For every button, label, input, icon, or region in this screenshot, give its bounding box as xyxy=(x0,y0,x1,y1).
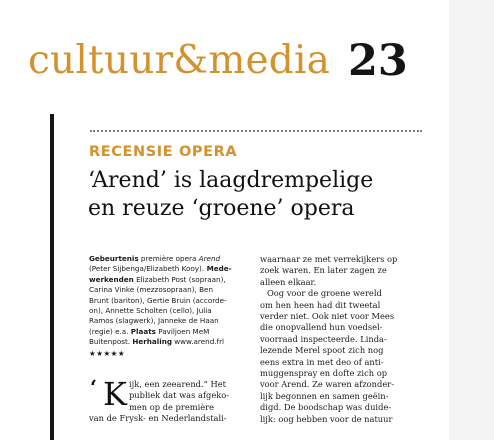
article-headline xyxy=(88,167,438,223)
info-text: on), Annette Scholten (cello), Julia xyxy=(89,306,212,316)
headline-line-1: ‘Arend’ is laagdrempelige xyxy=(88,168,374,193)
body-line: verder niet. Ook niet voor Mees xyxy=(260,311,395,322)
body-line: digd. De boodschap was duide- xyxy=(260,402,392,413)
info-label-werkenden: werkenden xyxy=(89,274,134,284)
body-line: Oog voor de groene wereld xyxy=(267,288,382,299)
section-title xyxy=(28,38,330,84)
vertical-rule xyxy=(50,114,54,440)
body-line: om hen heen had dit tweetal xyxy=(260,299,381,310)
body-line: publiek dat was afgeko- xyxy=(129,390,230,401)
star-rating: ★★★★★ xyxy=(89,348,126,358)
body-line: van de Frysk- en Nederlandstali- xyxy=(89,413,227,424)
info-label-gebeurtenis: Gebeurtenis xyxy=(89,254,139,263)
right-column xyxy=(260,254,432,425)
opening-paragraph xyxy=(89,375,249,424)
body-line: die onopvallend hun voedsel- xyxy=(260,322,383,333)
info-text: (Peter Sijbenga/Elizabeth Kooy). xyxy=(89,264,205,274)
drop-cap: K xyxy=(103,375,127,414)
body-line: ijk, een zeearend.” Het xyxy=(129,379,226,390)
body-line: lijk begonnen en samen geëin- xyxy=(260,390,389,401)
body-line: voor Arend. Ze waren afzonder- xyxy=(260,379,395,390)
headline-line-2: en reuze ‘groene’ opera xyxy=(88,196,355,221)
info-text: Brunt (bariton), Gertie Bruin (accorde- xyxy=(89,295,227,305)
dotted-divider xyxy=(90,130,422,132)
body-line: men op de première xyxy=(129,401,215,412)
section-word-cultuur: cultuur xyxy=(28,38,174,83)
info-text: Elizabeth Post (sopraan), xyxy=(133,274,226,284)
info-text: Carina Vinke (mezzosopraan), Ben xyxy=(89,285,214,295)
body-line: alleen elkaar. xyxy=(260,276,317,287)
info-opera-title: Arend xyxy=(198,254,221,263)
info-text: www.arend.frl xyxy=(171,337,225,347)
info-text: première opera xyxy=(138,254,199,263)
info-text: (regie) e.a. xyxy=(89,326,131,336)
article-kicker: RECENSIE OPERA xyxy=(89,144,238,160)
side-panel xyxy=(449,0,494,440)
body-line: lezende Merel spoot zich nog xyxy=(260,345,384,356)
body-line: eens extra in met deo of anti- xyxy=(260,356,384,367)
page-number: 23 xyxy=(348,36,408,86)
info-box xyxy=(89,254,249,359)
body-line: voorraad inspecteerde. Linda- xyxy=(260,333,387,344)
section-word-media: media xyxy=(208,38,331,83)
info-text: Ramos (slagwerk), Janneke de Haan xyxy=(89,316,219,326)
left-column xyxy=(89,254,249,424)
body-line: muggenspray en dofte zich op xyxy=(260,368,388,379)
info-text: Buitenpost. xyxy=(89,337,133,347)
info-label-mede: Mede- xyxy=(204,264,232,274)
section-ampersand: & xyxy=(173,38,209,83)
info-text: Paviljoen MeM xyxy=(155,326,210,336)
info-label-herhaling: Herhaling xyxy=(132,337,172,347)
body-line: zoek waren. En later zagen ze xyxy=(260,265,387,276)
info-label-plaats: Plaats xyxy=(130,326,156,336)
opening-quote-mark: ‘ xyxy=(90,375,97,400)
body-line: waarnaar ze met verrekijkers op xyxy=(260,254,398,264)
body-line: lijk: oog hebben voor de natuur xyxy=(260,413,393,424)
